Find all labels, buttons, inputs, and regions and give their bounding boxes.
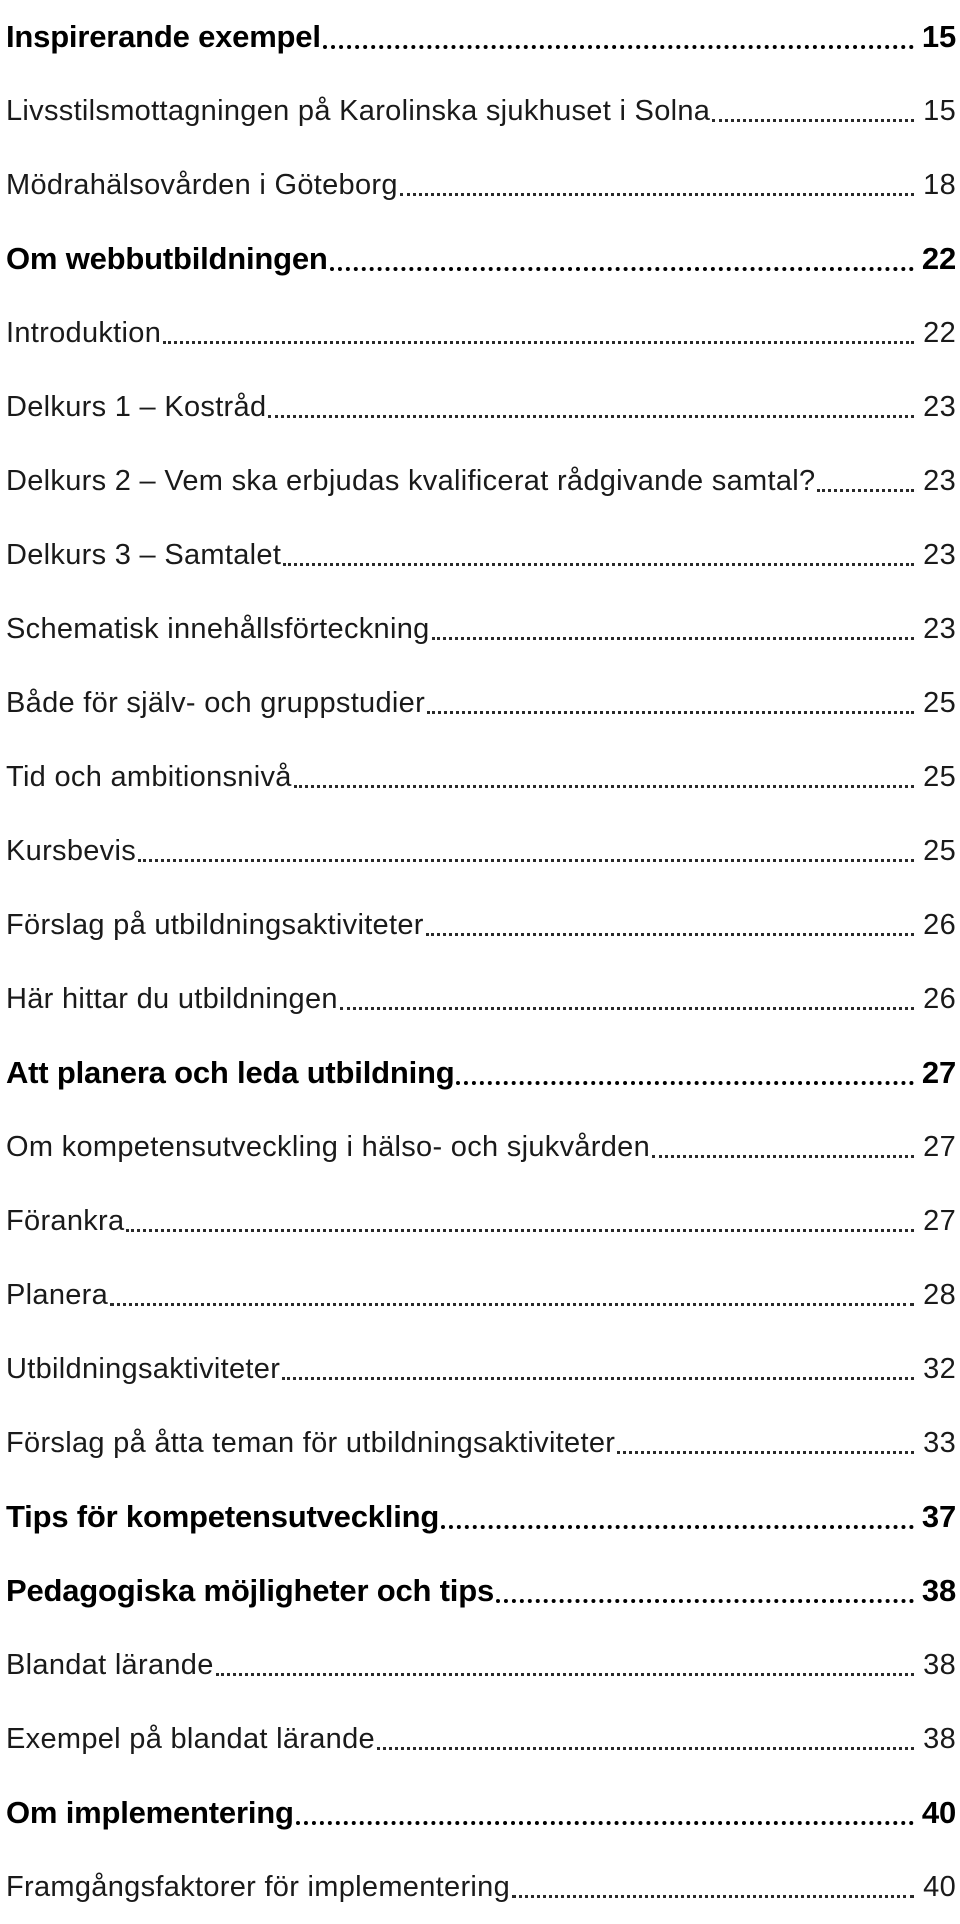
toc-title: Om webbutbildningen: [6, 241, 328, 276]
toc-entry[interactable]: [6, 1850, 956, 1924]
toc-page-number: 27: [923, 1204, 956, 1237]
toc-entry[interactable]: [6, 1628, 956, 1702]
toc-entry[interactable]: [6, 1110, 956, 1184]
toc-title: Förankra: [6, 1204, 125, 1237]
toc-page-number: 25: [923, 686, 956, 719]
toc-page-number: 25: [923, 760, 956, 793]
dot-leader: [216, 1672, 914, 1676]
toc-title: Delkurs 3 – Samtalet: [6, 538, 282, 571]
dot-leader: [323, 44, 914, 49]
toc-title: Här hittar du utbildningen: [6, 982, 338, 1015]
dot-leader: [426, 932, 914, 936]
toc-entry[interactable]: [6, 888, 956, 962]
toc-title: Inspirerande exempel: [6, 19, 321, 54]
toc-title: Mödrahälsovården i Göteborg: [6, 168, 398, 201]
toc-title: Delkurs 2 – Vem ska erbjudas kvalificerat rådgivande samtal?: [6, 464, 816, 497]
toc-page-number: 15: [923, 94, 956, 127]
toc-page-number: 40: [923, 1870, 956, 1903]
dot-leader: [340, 1006, 914, 1010]
dot-leader: [817, 488, 914, 492]
toc-page-number: 26: [923, 982, 956, 1015]
toc-title: Om implementering: [6, 1795, 294, 1830]
toc-entry[interactable]: [6, 296, 956, 370]
toc-page-number: 37: [921, 1499, 956, 1534]
toc-title: Delkurs 1 – Kostråd: [6, 390, 267, 423]
dot-leader: [441, 1524, 914, 1529]
toc-title: Tid och ambitionsnivå: [6, 760, 292, 793]
toc-page-number: 27: [921, 1055, 956, 1090]
toc-page-number: 27: [923, 1130, 956, 1163]
toc-page-number: 38: [923, 1648, 956, 1681]
dot-leader: [163, 340, 914, 344]
toc-page-number: 23: [923, 464, 956, 497]
toc-title: Livsstilsmottagningen på Karolinska sjukhuset i Solna: [6, 94, 711, 127]
dot-leader: [294, 784, 914, 788]
toc-page-number: 18: [923, 168, 956, 201]
toc-title: Planera: [6, 1278, 109, 1311]
toc-entry[interactable]: [6, 1702, 956, 1776]
toc-section[interactable]: [6, 1480, 956, 1554]
toc-entry[interactable]: [6, 592, 956, 666]
toc-title: Både för själv- och gruppstudier: [6, 686, 426, 719]
toc-entry[interactable]: [6, 1258, 956, 1332]
dot-leader: [330, 266, 914, 271]
toc-title: Förslag på utbildningsaktiviteter: [6, 908, 424, 941]
dot-leader: [282, 1376, 914, 1380]
toc-entry[interactable]: [6, 666, 956, 740]
toc-entry[interactable]: [6, 444, 956, 518]
toc-section[interactable]: [6, 0, 956, 74]
toc-page-number: 15: [921, 19, 956, 54]
toc-section[interactable]: [6, 1036, 956, 1110]
toc-title: Framgångsfaktorer för implementering: [6, 1870, 510, 1903]
toc-page-number: 38: [921, 1573, 956, 1608]
toc-entry[interactable]: [6, 148, 956, 222]
toc-entry[interactable]: [6, 74, 956, 148]
toc-page-number: 23: [923, 612, 956, 645]
toc-entry[interactable]: [6, 740, 956, 814]
toc-title: Schematisk innehållsförteckning: [6, 612, 430, 645]
toc-title: Blandat lärande: [6, 1648, 214, 1681]
toc-section[interactable]: [6, 1776, 956, 1850]
dot-leader: [126, 1228, 914, 1232]
dot-leader: [496, 1598, 914, 1603]
dot-leader: [432, 636, 914, 640]
dot-leader: [138, 858, 914, 862]
toc-title: Tips för kompetensutveckling: [6, 1499, 440, 1534]
table-of-contents: [6, 0, 956, 1924]
toc-page-number: 22: [923, 316, 956, 349]
toc-entry[interactable]: [6, 370, 956, 444]
dot-leader: [283, 562, 914, 566]
toc-page-number: 25: [923, 834, 956, 867]
toc-entry[interactable]: [6, 1406, 956, 1480]
toc-title: Förslag på åtta teman för utbildningsaktiviteter: [6, 1426, 616, 1459]
dot-leader: [712, 118, 914, 122]
toc-page-number: 33: [923, 1426, 956, 1459]
toc-title: Att planera och leda utbildning: [6, 1055, 455, 1090]
toc-page-number: 32: [923, 1352, 956, 1385]
dot-leader: [400, 192, 914, 196]
toc-page-number: 40: [921, 1795, 956, 1830]
toc-page-number: 38: [923, 1722, 956, 1755]
dot-leader: [268, 414, 914, 418]
toc-title: Introduktion: [6, 316, 162, 349]
toc-entry[interactable]: [6, 1332, 956, 1406]
dot-leader: [296, 1820, 914, 1825]
dot-leader: [110, 1302, 914, 1306]
toc-title: Utbildningsaktiviteter: [6, 1352, 281, 1385]
toc-section[interactable]: [6, 1554, 956, 1628]
dot-leader: [427, 710, 914, 714]
toc-entry[interactable]: [6, 518, 956, 592]
dot-leader: [652, 1154, 914, 1158]
toc-section[interactable]: [6, 222, 956, 296]
toc-page-number: 26: [923, 908, 956, 941]
toc-title: Pedagogiska möjligheter och tips: [6, 1573, 494, 1608]
toc-entry[interactable]: [6, 814, 956, 888]
dot-leader: [617, 1450, 914, 1454]
toc-page-number: 23: [923, 390, 956, 423]
toc-entry[interactable]: [6, 1184, 956, 1258]
toc-page-number: 23: [923, 538, 956, 571]
toc-entry[interactable]: [6, 962, 956, 1036]
toc-title: Om kompetensutveckling i hälso- och sjukvården: [6, 1130, 651, 1163]
toc-page-number: 22: [921, 241, 956, 276]
dot-leader: [456, 1080, 914, 1085]
dot-leader: [377, 1746, 914, 1750]
toc-page-number: 28: [923, 1278, 956, 1311]
toc-title: Kursbevis: [6, 834, 137, 867]
toc-title: Exempel på blandat lärande: [6, 1722, 375, 1755]
dot-leader: [512, 1894, 914, 1898]
